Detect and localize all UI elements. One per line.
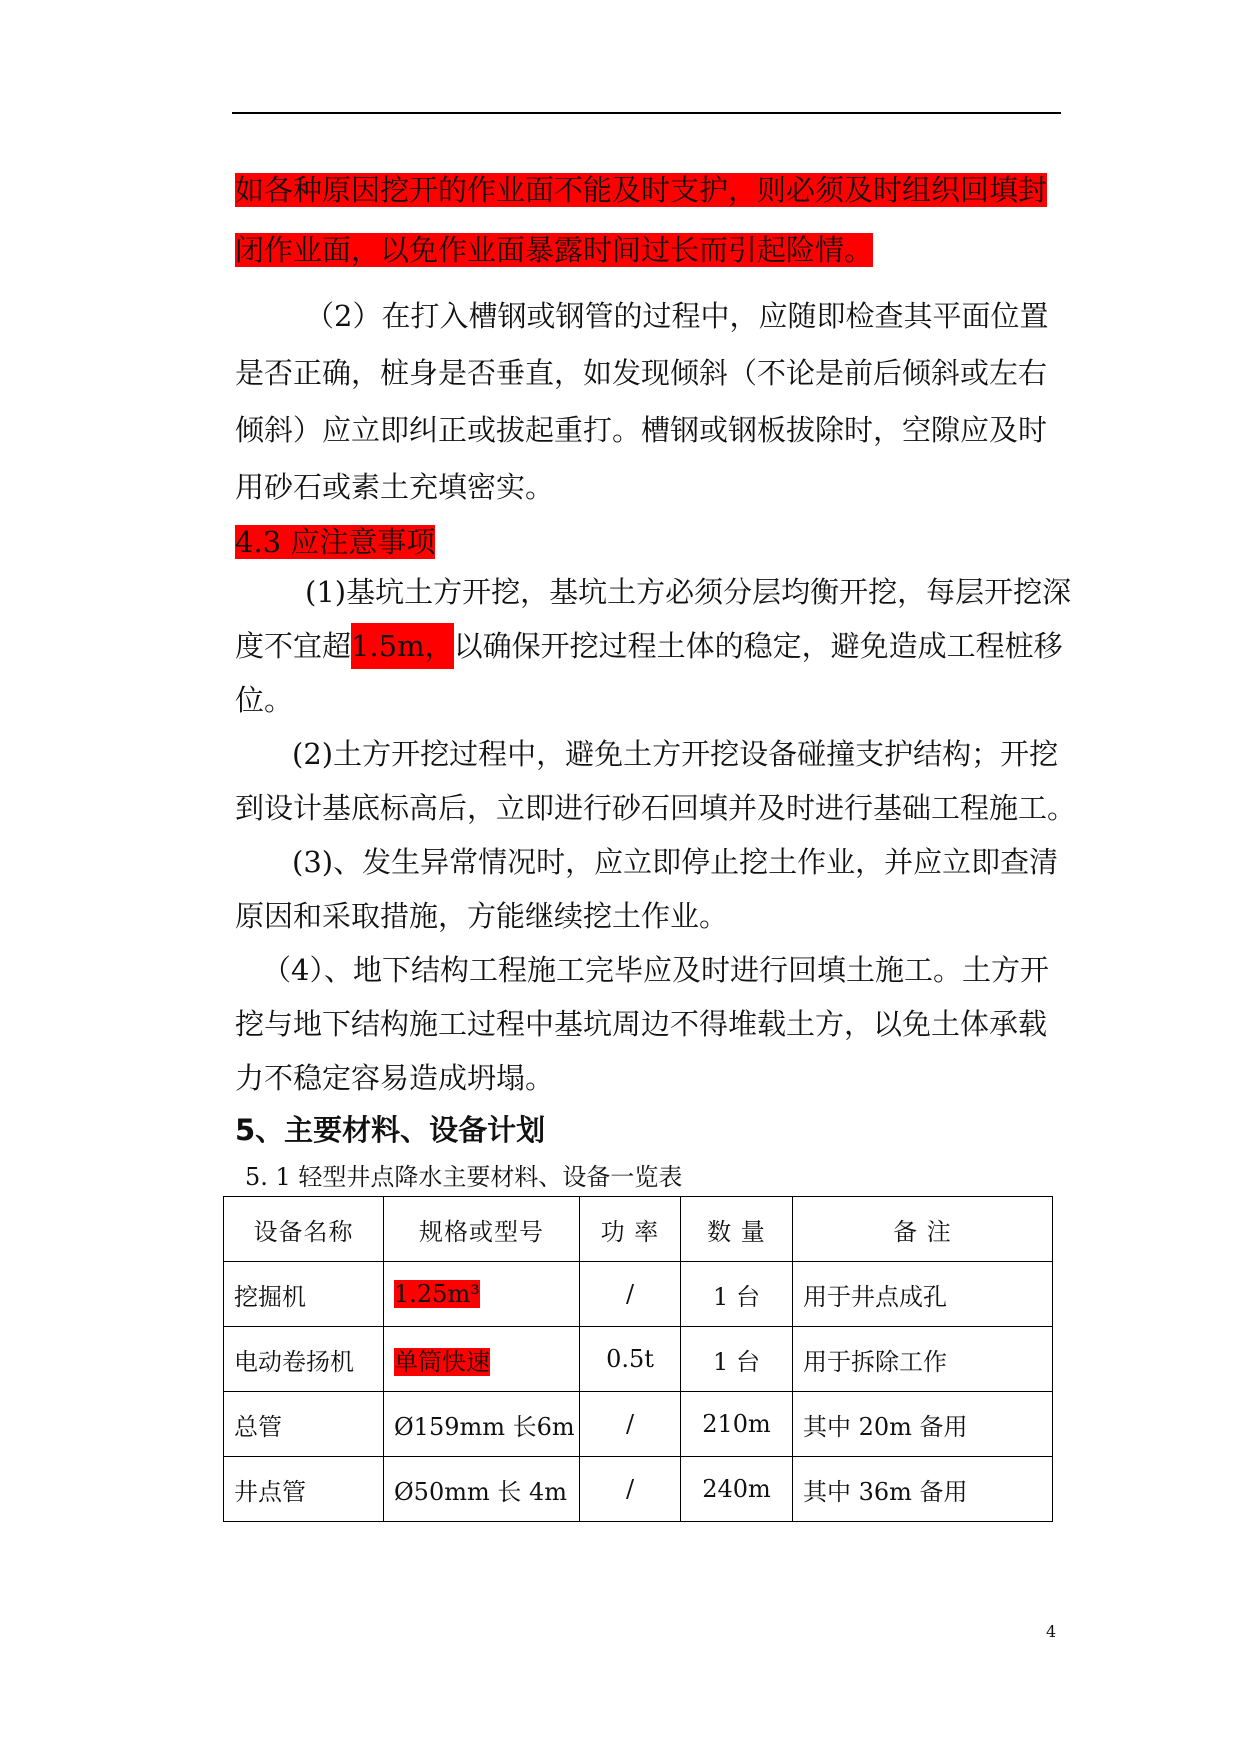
highlighted-text: 1.25m³ [394, 1280, 480, 1308]
highlighted-text: 4.3 应注意事项 [235, 525, 436, 559]
header-cell: 规格或型号 [384, 1197, 580, 1262]
table-cell: Ø50mm 长 4m [384, 1457, 580, 1522]
header-rule [232, 112, 1061, 114]
table-caption: 5. 1 轻型井点降水主要材料、设备一览表 [245, 1163, 683, 1191]
table-cell: 240m [681, 1457, 793, 1522]
header-cell: 数 量 [681, 1197, 793, 1262]
paragraph-line: （2）在打入槽钢或钢管的过程中，应随即检查其平面位置 [305, 299, 1049, 333]
header-cell: 设备名称 [224, 1197, 384, 1262]
section-heading-5: 5、主要材料、设备计划 [235, 1113, 546, 1147]
table-cell: 1 台 [681, 1262, 793, 1327]
table-cell: 0.5t [580, 1327, 681, 1392]
paragraph-line: 用砂石或素土充填密实。 [235, 470, 555, 504]
table-cell: 其中 20m 备用 [793, 1392, 1053, 1457]
paragraph-line: 原因和采取措施，方能继续挖土作业。 [235, 899, 729, 933]
table-cell: 1 台 [681, 1327, 793, 1392]
header-cell: 备 注 [793, 1197, 1053, 1262]
table-cell: / [580, 1392, 681, 1457]
highlighted-text: 如各种原因挖开的作业面不能及时支护，则必须及时组织回填封 [235, 173, 1048, 207]
section-heading-4-3 [235, 522, 435, 562]
paragraph-line: （4）、地下结构工程施工完毕应及时进行回填土施工。土方开 [262, 953, 1049, 987]
table-cell: Ø159mm 长6m [384, 1392, 580, 1457]
equipment-table [223, 1196, 1053, 1522]
header-cell: 功 率 [580, 1197, 681, 1262]
table-cell: 其中 36m 备用 [793, 1457, 1053, 1522]
text-segment: 度不宜超 [235, 629, 352, 663]
table-cell: / [580, 1457, 681, 1522]
table-row [224, 1392, 1053, 1457]
table-row [224, 1327, 1053, 1392]
paragraph-line: (2)土方开挖过程中，避免土方开挖设备碰撞支护结构；开挖 [292, 737, 1059, 771]
paragraph-line [235, 170, 1047, 210]
table-row [224, 1457, 1053, 1522]
page-number: 4 [1046, 1622, 1057, 1641]
table-cell: 总管 [224, 1392, 384, 1457]
table-cell: 210m [681, 1392, 793, 1457]
table-header-row [224, 1197, 1053, 1262]
table-cell [384, 1262, 580, 1327]
paragraph-line: (3)、发生异常情况时，应立即停止挖土作业，并应立即查清 [292, 845, 1059, 879]
paragraph-line: 是否正确，桩身是否垂直，如发现倾斜（不论是前后倾斜或左右 [235, 356, 1048, 390]
paragraph-line: 挖与地下结构施工过程中基坑周边不得堆载土方，以免土体承载 [235, 1007, 1048, 1041]
highlighted-text: 闭作业面，以免作业面暴露时间过长而引起险情。 [235, 233, 874, 267]
table-row [224, 1262, 1053, 1327]
table-cell: / [580, 1262, 681, 1327]
paragraph-line: 力不稳定容易造成坍塌。 [235, 1061, 555, 1095]
paragraph-line: 倾斜）应立即纠正或拔起重打。槽钢或钢板拔除时，空隙应及时 [235, 413, 1048, 447]
table-cell: 电动卷扬机 [224, 1327, 384, 1392]
paragraph-line: 位。 [235, 683, 294, 717]
paragraph-line: (1)基坑土方开挖，基坑土方必须分层均衡开挖，每层开挖深 [305, 575, 1072, 609]
highlighted-text: 单筒快速 [394, 1347, 490, 1376]
paragraph-line [235, 230, 873, 270]
table-cell: 挖掘机 [224, 1262, 384, 1327]
table-cell [384, 1327, 580, 1392]
highlighted-text: 1.5m， [351, 623, 454, 669]
paragraph-line: 到设计基底标高后，立即进行砂石回填并及时进行基础工程施工。 [235, 791, 1077, 825]
table-cell: 用于井点成孔 [793, 1262, 1053, 1327]
text-segment: 以确保开挖过程土体的稳定，避免造成工程桩移 [453, 629, 1063, 663]
table-cell: 用于拆除工作 [793, 1327, 1053, 1392]
table-cell: 井点管 [224, 1457, 384, 1522]
paragraph-line [235, 626, 1063, 666]
